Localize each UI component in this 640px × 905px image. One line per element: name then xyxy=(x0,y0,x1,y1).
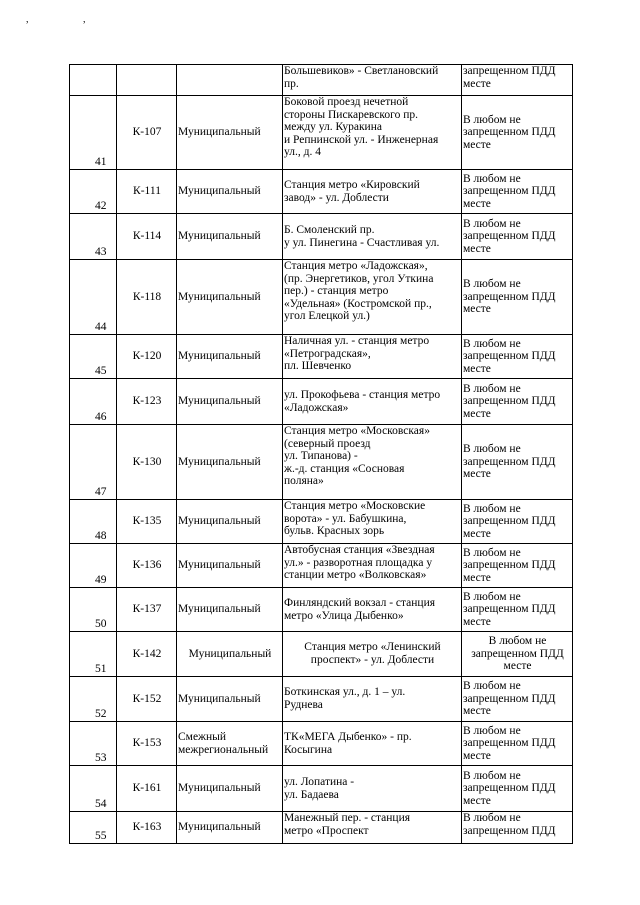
route-type-cell: Муниципальный xyxy=(177,812,283,844)
table-row xyxy=(70,170,573,214)
stop-rule-cell: В любом не запрещенном ПДД месте xyxy=(462,500,573,544)
row-number-cell: 51 xyxy=(70,632,117,677)
stop-rule-cell: запрещенном ПДД месте xyxy=(462,65,573,96)
route-type-cell: Муниципальный xyxy=(177,544,283,588)
route-path-cell: Большевиков» - Светлановский пр. xyxy=(283,65,462,96)
route-code-cell: К-153 xyxy=(117,722,177,766)
route-code-cell: К-123 xyxy=(117,379,177,425)
stop-rule-cell: В любом не запрещенном ПДД месте xyxy=(462,632,573,677)
route-path-cell: Наличная ул. - станция метро «Петроградская», пл. Шевченко xyxy=(283,335,462,379)
route-path-cell: Финляндский вокзал - станция метро «Улица Дыбенко» xyxy=(283,588,462,632)
row-number-cell: 50 xyxy=(70,588,117,632)
row-number-cell: 53 xyxy=(70,722,117,766)
row-number-cell: 52 xyxy=(70,677,117,722)
table-row xyxy=(70,722,573,766)
table-row xyxy=(70,65,573,96)
route-path-cell: Станция метро «Московская» (северный проезд ул. Типанова) - ж.-д. станция «Сосновая поляна» xyxy=(283,425,462,500)
route-type-cell: Муниципальный xyxy=(177,766,283,812)
route-code-cell: К-163 xyxy=(117,812,177,844)
table-row xyxy=(70,766,573,812)
table-row xyxy=(70,812,573,844)
route-code-cell: К-135 xyxy=(117,500,177,544)
table-row xyxy=(70,260,573,335)
table-row xyxy=(70,677,573,722)
stop-rule-cell: В любом не запрещенном ПДД месте xyxy=(462,260,573,335)
route-code-cell: К-118 xyxy=(117,260,177,335)
table-row xyxy=(70,588,573,632)
table-row xyxy=(70,425,573,500)
route-code-cell: К-136 xyxy=(117,544,177,588)
stop-rule-cell: В любом не запрещенном ПДД месте xyxy=(462,170,573,214)
stop-rule-cell: В любом не запрещенном ПДД месте xyxy=(462,766,573,812)
route-path-cell: Станция метро «Ленинский проспект» - ул. Доблести xyxy=(283,632,462,677)
route-path-cell: Боковой проезд нечетной стороны Пискаревского пр. между ул. Куракина и Репнинской ул. - Инженерная ул., д. 4 xyxy=(283,96,462,170)
route-code-cell: К-152 xyxy=(117,677,177,722)
stop-rule-cell: В любом не запрещенном ПДД месте xyxy=(462,677,573,722)
stop-rule-cell: В любом не запрещенном ПДД месте xyxy=(462,379,573,425)
route-code-cell: К-137 xyxy=(117,588,177,632)
route-type-cell: Муниципальный xyxy=(177,260,283,335)
route-path-cell: Манежный пер. - станция метро «Проспект xyxy=(283,812,462,844)
table-row xyxy=(70,500,573,544)
route-code-cell: К-114 xyxy=(117,214,177,260)
route-type-cell: Муниципальный xyxy=(177,425,283,500)
route-code-cell xyxy=(117,65,177,96)
stop-rule-cell: В любом не запрещенном ПДД месте xyxy=(462,96,573,170)
route-code-cell: К-107 xyxy=(117,96,177,170)
stop-rule-cell: В любом не запрещенном ПДД месте xyxy=(462,214,573,260)
route-type-cell: Муниципальный xyxy=(177,379,283,425)
row-number-cell: 41 xyxy=(70,96,117,170)
table-row xyxy=(70,96,573,170)
row-number-cell: 44 xyxy=(70,260,117,335)
routes-table xyxy=(69,64,573,844)
row-number-cell: 47 xyxy=(70,425,117,500)
route-code-cell: К-120 xyxy=(117,335,177,379)
page-marks: , , xyxy=(26,14,112,25)
row-number-cell: 55 xyxy=(70,812,117,844)
row-number-cell: 46 xyxy=(70,379,117,425)
row-number-cell: 54 xyxy=(70,766,117,812)
row-number-cell: 43 xyxy=(70,214,117,260)
route-path-cell: Станция метро «Московские ворота» - ул. Бабушкина, бульв. Красных зорь xyxy=(283,500,462,544)
stop-rule-cell: В любом не запрещенном ПДД xyxy=(462,812,573,844)
row-number-cell: 42 xyxy=(70,170,117,214)
stop-rule-cell: В любом не запрещенном ПДД месте xyxy=(462,722,573,766)
route-type-cell: Муниципальный xyxy=(177,335,283,379)
route-path-cell: Станция метро «Кировский завод» - ул. Доблести xyxy=(283,170,462,214)
row-number-cell: 48 xyxy=(70,500,117,544)
route-type-cell: Муниципальный xyxy=(177,500,283,544)
route-type-cell: Муниципальный xyxy=(177,170,283,214)
stop-rule-cell: В любом не запрещенном ПДД месте xyxy=(462,335,573,379)
route-type-cell: Муниципальный xyxy=(177,214,283,260)
table-row xyxy=(70,632,573,677)
route-type-cell: Муниципальный xyxy=(177,632,283,677)
route-type-cell: Муниципальный xyxy=(177,588,283,632)
table-row xyxy=(70,214,573,260)
route-code-cell: К-111 xyxy=(117,170,177,214)
route-path-cell: ТК«МЕГА Дыбенко» - пр. Косыгина xyxy=(283,722,462,766)
route-path-cell: Б. Смоленский пр. у ул. Пинегина - Счастливая ул. xyxy=(283,214,462,260)
stop-rule-cell: В любом не запрещенном ПДД месте xyxy=(462,544,573,588)
route-code-cell: К-130 xyxy=(117,425,177,500)
route-path-cell: Автобусная станция «Звездная ул.» - разворотная площадка у станции метро «Волковская» xyxy=(283,544,462,588)
route-path-cell: ул. Прокофьева - станция метро «Ладожская» xyxy=(283,379,462,425)
route-type-cell: Муниципальный xyxy=(177,677,283,722)
stop-rule-cell: В любом не запрещенном ПДД месте xyxy=(462,588,573,632)
route-code-cell: К-161 xyxy=(117,766,177,812)
route-path-cell: ул. Лопатина - ул. Бадаева xyxy=(283,766,462,812)
table-row xyxy=(70,335,573,379)
route-path-cell: Станция метро «Ладожская», (пр. Энергетиков, угол Уткина пер.) - станция метро «Удельная» (Костромской пр., угол Елецкой ул.) xyxy=(283,260,462,335)
table-row xyxy=(70,379,573,425)
route-type-cell xyxy=(177,65,283,96)
row-number-cell xyxy=(70,65,117,96)
row-number-cell: 45 xyxy=(70,335,117,379)
route-path-cell: Боткинская ул., д. 1 – ул. Руднева xyxy=(283,677,462,722)
route-type-cell: Муниципальный xyxy=(177,96,283,170)
stop-rule-cell: В любом не запрещенном ПДД месте xyxy=(462,425,573,500)
table-row xyxy=(70,544,573,588)
route-type-cell: Смежный межрегиональный xyxy=(177,722,283,766)
row-number-cell: 49 xyxy=(70,544,117,588)
route-code-cell: К-142 xyxy=(117,632,177,677)
